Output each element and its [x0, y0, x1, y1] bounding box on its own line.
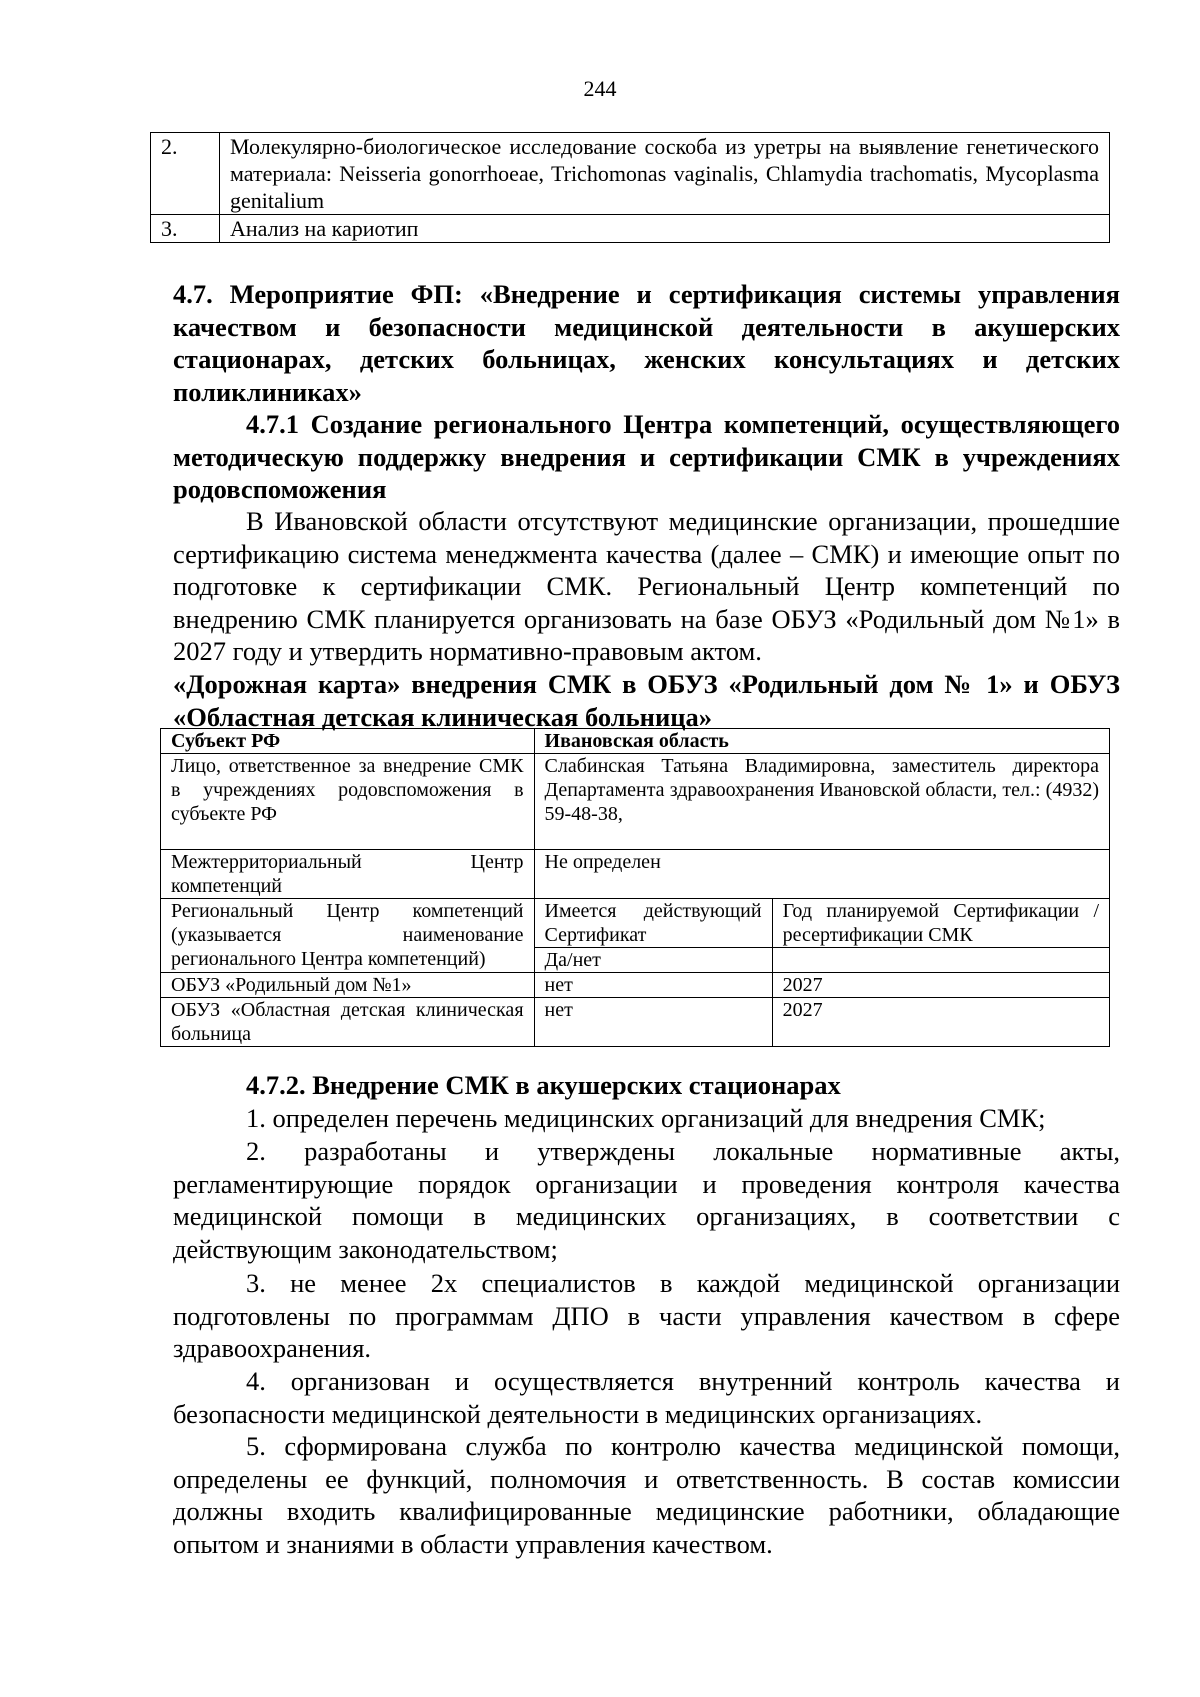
page-number: 244: [583, 76, 617, 101]
section-heading-4-7: 4.7. Мероприятие ФП: «Внедрение и сертификация системы управления качеством и безопасности медицинской деятельности в акушерских стационарах, детских больницах, женских консультациях и детских поликлиниках»: [173, 279, 1120, 407]
row-text: Молекулярно-биологическое исследование соскоба из уретры на выявление генетического материала: Neisseria gonorrhoeae, Trichomonas vaginalis, Chlamydia trachomatis, Mycoplasma genitalium: [220, 133, 1110, 215]
row-text: Анализ на кариотип: [220, 215, 1110, 243]
analysis-table: [150, 132, 1110, 243]
year-subheader: [772, 948, 1109, 973]
list-item: 2. разработаны и утверждены локальные нормативные акты, регламентирующие порядок организации и проведения контроля качества медицинской помощи в медицинских организациях, в соответствии с действующим законодательством;: [173, 1136, 1120, 1264]
table-row: [151, 215, 1110, 243]
table-row: [161, 973, 1110, 998]
header-cell-region: Ивановская область: [534, 729, 1109, 754]
paragraph-intro: В Ивановской области отсутствуют медицинские организации, прошедшие сертификацию система менеджмента качества (далее – СМК) и имеющие опыт по подготовке к сертификации СМК. Региональный Центр компетенций по внедрению СМК планируется организовать на базе ОБУЗ «Родильный дом №1» в 2027 году и утвердить нормативно-правовым актом.: [173, 506, 1120, 666]
table-row: [161, 850, 1110, 899]
subsection-heading-4-7-1: 4.7.1 Создание регионального Центра компетенций, осуществляющего методическую поддержку внедрения и сертификации СМК в учреждениях родовспоможения: [173, 409, 1120, 504]
subsection-heading-4-7-2: 4.7.2. Внедрение СМК в акушерских стационарах: [246, 1070, 841, 1100]
org-year: 2027: [772, 998, 1109, 1047]
has-cert-header: Имеется действующий Сертификат: [534, 899, 772, 948]
responsible-value: Слабинская Татьяна Владимировна, заместитель директора Департамента здравоохранения Ивановской области, тел.: (4932) 59-48-38,: [534, 754, 1109, 850]
regional-label: Региональный Центр компетенций (указывается наименование регионального Центра компетенций): [161, 899, 535, 973]
year-header: Год планируемой Сертификации / ресертификации СМК: [772, 899, 1109, 948]
table-row: [161, 754, 1110, 850]
org-name: ОБУЗ «Родильный дом №1»: [161, 973, 535, 998]
table-row: [161, 998, 1110, 1047]
table-row: [161, 899, 1110, 948]
responsible-label: Лицо, ответственное за внедрение СМК в учреждениях родовспоможения в субъекте РФ: [161, 754, 535, 850]
interterritorial-value: Не определен: [534, 850, 1109, 899]
org-year: 2027: [772, 973, 1109, 998]
row-number: 3.: [151, 215, 220, 243]
interterritorial-label: Межтерриториальный Центр компетенций: [161, 850, 535, 899]
roadmap-table: [160, 728, 1110, 1047]
roadmap-heading: «Дорожная карта» внедрения СМК в ОБУЗ «Родильный дом № 1» и ОБУЗ «Областная детская клиническая больница»: [173, 669, 1120, 732]
list-item: 3. не менее 2х специалистов в каждой медицинской организации подготовлены по программам ДПО в части управления качеством в сфере здравоохранения.: [173, 1268, 1120, 1363]
list-item: 5. сформирована служба по контролю качества медицинской помощи, определены ее функций, полномочия и ответственность. В состав комиссии должны входить квалифицированные медицинские работники, обладающие опытом и знаниями в области управления качеством.: [173, 1431, 1120, 1559]
table-row: [151, 133, 1110, 215]
org-has-cert: нет: [534, 973, 772, 998]
table-row: [161, 729, 1110, 754]
row-number: 2.: [151, 133, 220, 215]
list-item: 1. определен перечень медицинских организаций для внедрения СМК;: [246, 1103, 1046, 1133]
has-cert-subheader: Да/нет: [534, 948, 772, 973]
org-has-cert: нет: [534, 998, 772, 1047]
header-cell-subject: Субъект РФ: [161, 729, 535, 754]
org-name: ОБУЗ «Областная детская клиническая больница: [161, 998, 535, 1047]
list-item: 4. организован и осуществляется внутренний контроль качества и безопасности медицинской деятельности в медицинских организациях.: [173, 1366, 1120, 1429]
